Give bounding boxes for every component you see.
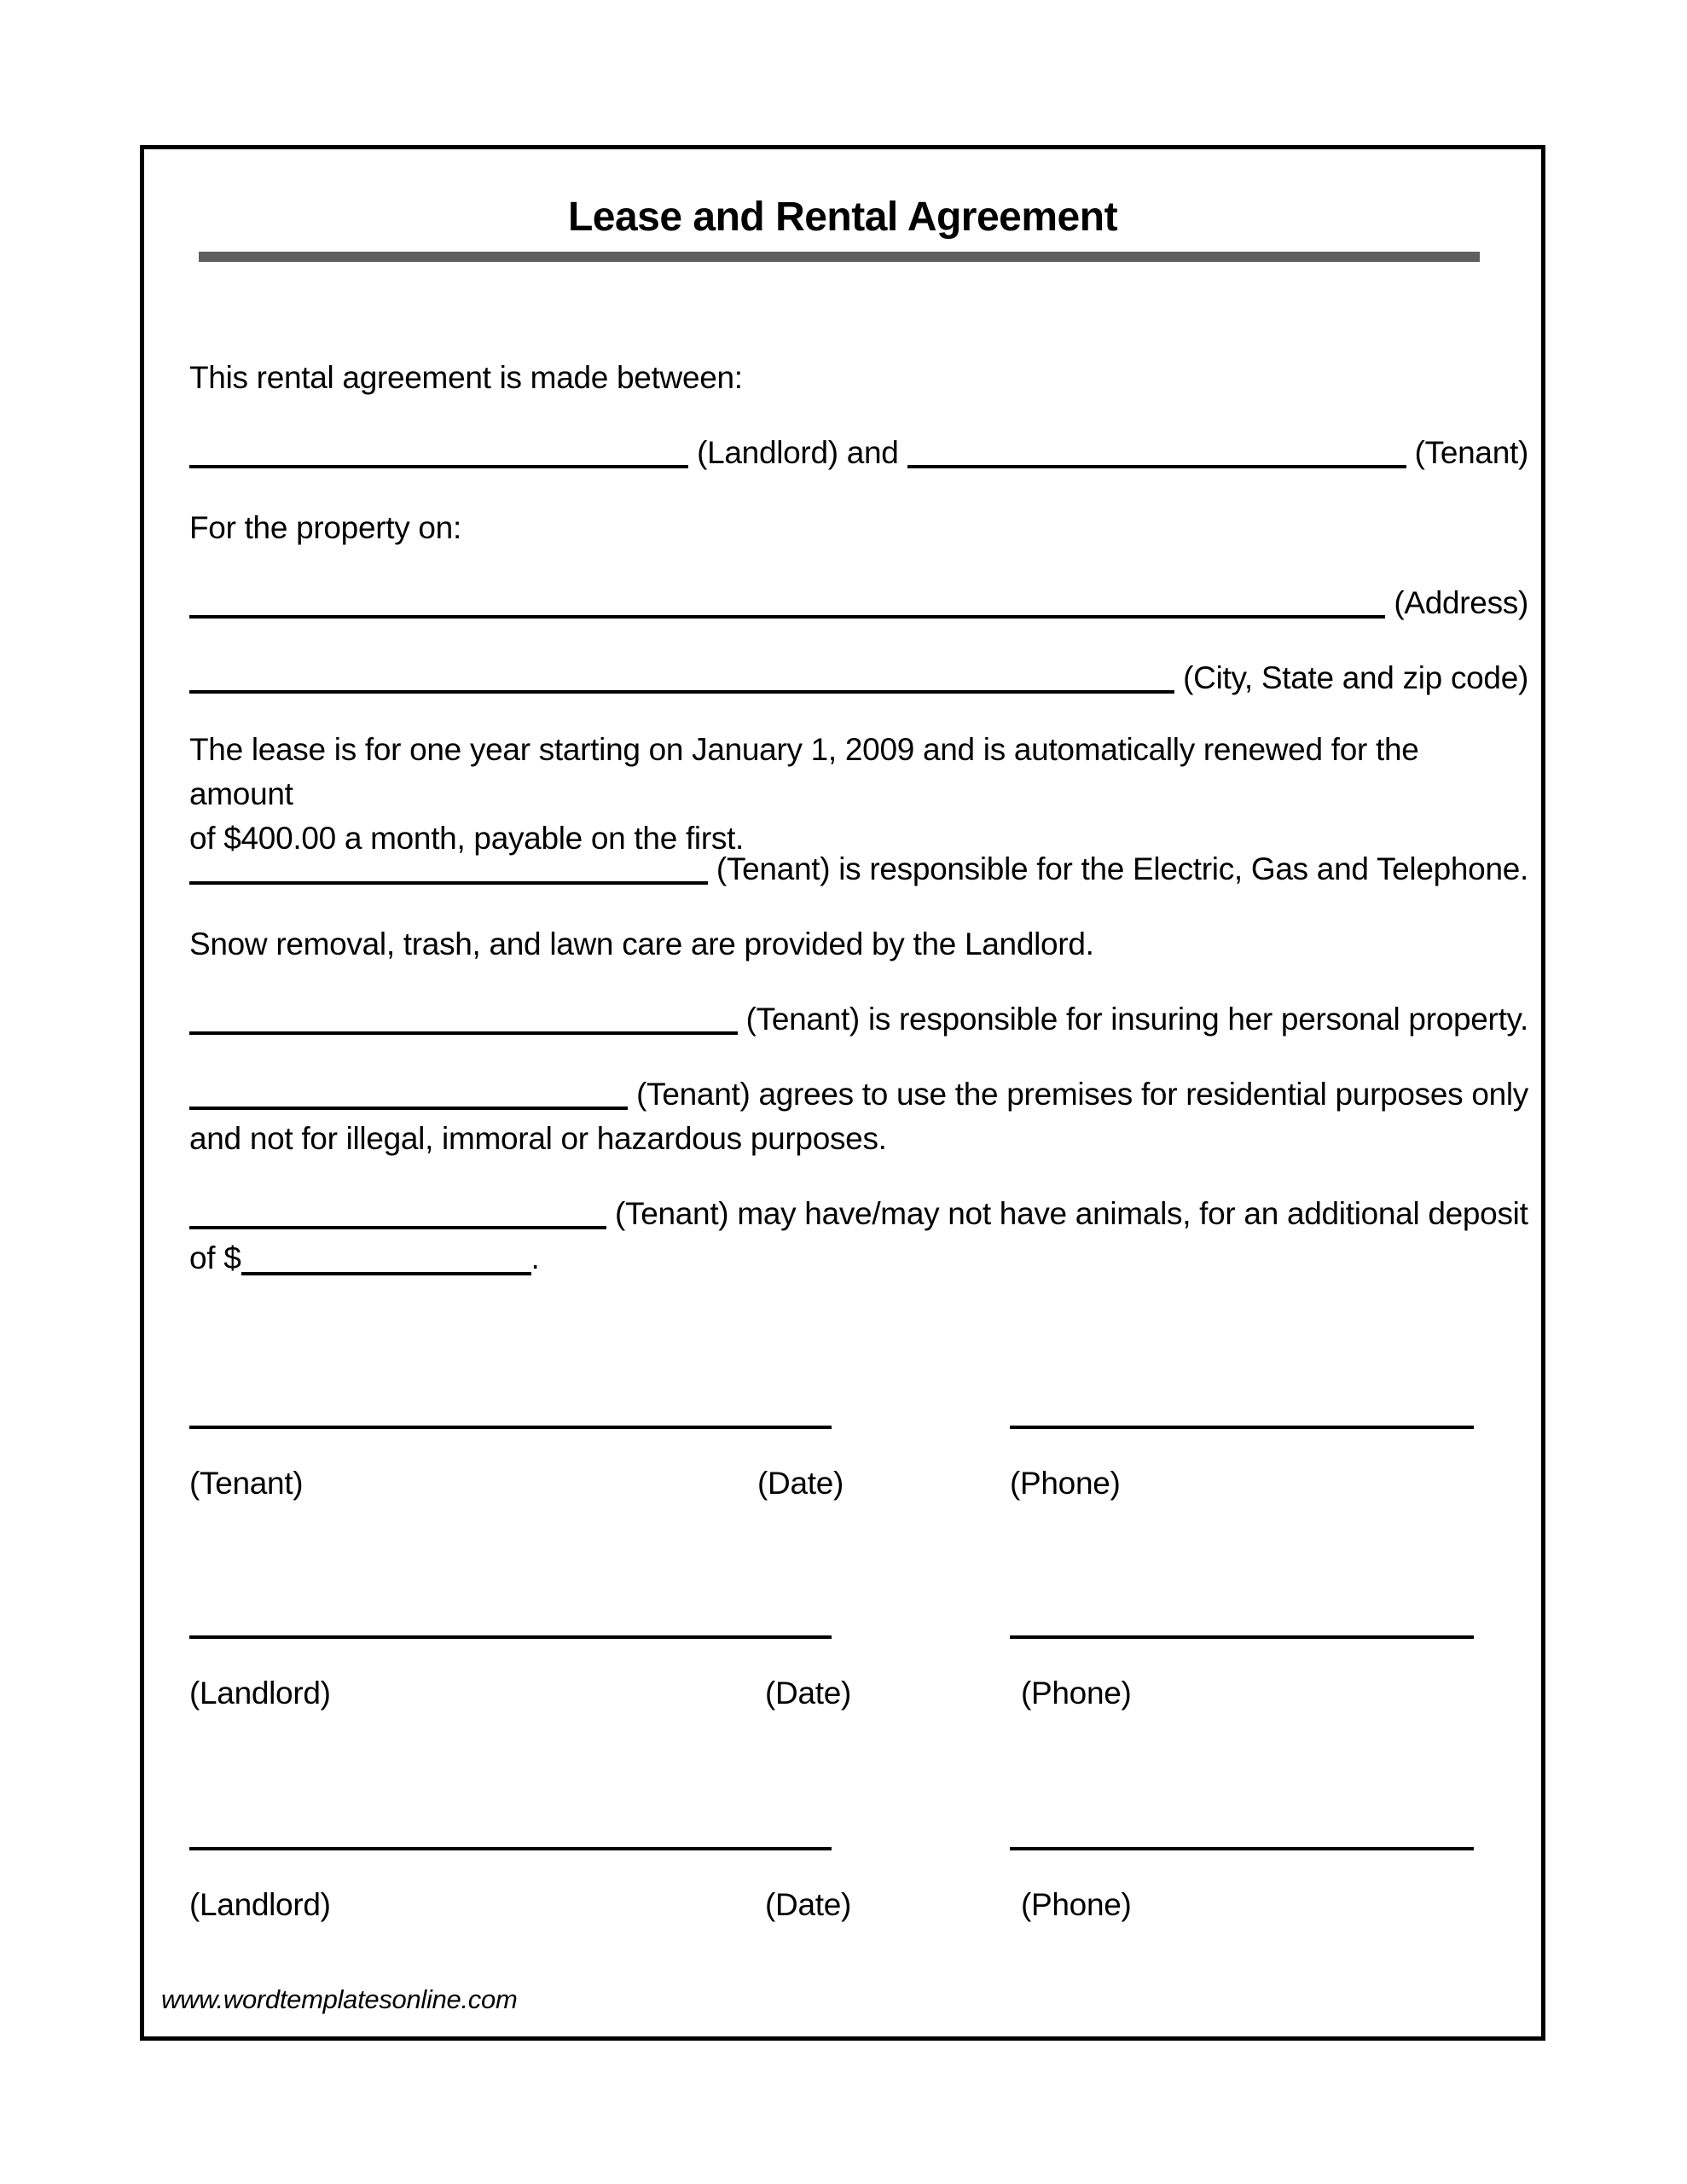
address-line: [189, 581, 1528, 625]
address-field[interactable]: [189, 615, 1385, 619]
tenant-signature-date-line[interactable]: [189, 1426, 832, 1429]
city-state-zip-field[interactable]: [189, 690, 1174, 694]
address-label: (Address): [1394, 585, 1528, 620]
premises-text-line1: (Tenant) agrees to use the premises for residential purposes only: [636, 1077, 1528, 1112]
landlord-label: (Landlord) and: [697, 435, 899, 470]
signature-role-label: (Landlord): [189, 1676, 331, 1711]
city-state-zip-line: [189, 656, 1528, 700]
tenant-premises-field[interactable]: [189, 1107, 628, 1110]
tenant-label: (Tenant): [1414, 435, 1528, 470]
signature-date-label: (Date): [765, 1887, 851, 1922]
parties-line: [189, 431, 1528, 475]
tenant-utilities-field[interactable]: [189, 881, 708, 885]
signature-date-label: (Date): [757, 1466, 844, 1501]
landlord1-signature-date-line[interactable]: [189, 1635, 832, 1639]
deposit-amount-field[interactable]: [241, 1272, 531, 1275]
utilities-line: [189, 847, 1528, 892]
animals-line1: [189, 1192, 1528, 1236]
signature-phone-label: (Phone): [1021, 1676, 1132, 1711]
tenant-name-field[interactable]: [907, 465, 1406, 468]
tenant-phone-line[interactable]: [1010, 1426, 1474, 1429]
animals-line2: [189, 1236, 1528, 1281]
signature-phone-label: (Phone): [1021, 1887, 1132, 1922]
property-intro-text: For the property on:: [189, 510, 461, 545]
utilities-text: (Tenant) is responsible for the Electric, Gas and Telephone.: [716, 851, 1528, 886]
lease-term-line2: of $400.00 a month, payable on the first.: [189, 821, 745, 856]
insurance-text: (Tenant) is responsible for insuring her personal property.: [745, 1002, 1528, 1037]
lease-term-paragraph: [189, 728, 1528, 861]
deposit-period: .: [530, 1240, 540, 1275]
landlord2-signature-date-line[interactable]: [189, 1847, 832, 1850]
page-title: Lease and Rental Agreement: [567, 195, 1118, 240]
title-rule-divider: [199, 252, 1480, 262]
tenant-animals-field[interactable]: [189, 1226, 606, 1229]
signature-role-label: (Tenant): [189, 1466, 304, 1501]
signature-role-label: (Landlord): [189, 1887, 331, 1922]
premises-text-line2: and not for illegal, immoral or hazardous purposes.: [189, 1121, 887, 1156]
deposit-prefix-text: of $: [189, 1240, 241, 1275]
signature-phone-label: (Phone): [1010, 1466, 1121, 1501]
footer-url: www.wordtemplatesonline.com: [161, 1984, 518, 2014]
insurance-line: [189, 997, 1528, 1042]
services-text: Snow removal, trash, and lawn care are provided by the Landlord.: [189, 926, 1094, 961]
intro-text: This rental agreement is made between:: [189, 360, 743, 395]
city-state-zip-label: (City, State and zip code): [1183, 660, 1528, 695]
landlord1-phone-line[interactable]: [1010, 1635, 1474, 1639]
document-page: [140, 145, 1545, 2041]
premises-line1: [189, 1072, 1528, 1117]
lease-term-line1: The lease is for one year starting on January 1, 2009 and is automatically renewed for the amount: [189, 732, 1419, 811]
animals-text-line1: (Tenant) may have/may not have animals, for an additional deposit: [615, 1196, 1528, 1231]
landlord-name-field[interactable]: [189, 465, 688, 468]
landlord2-phone-line[interactable]: [1010, 1847, 1474, 1850]
tenant-insurance-field[interactable]: [189, 1031, 738, 1035]
signature-date-label: (Date): [765, 1676, 851, 1711]
